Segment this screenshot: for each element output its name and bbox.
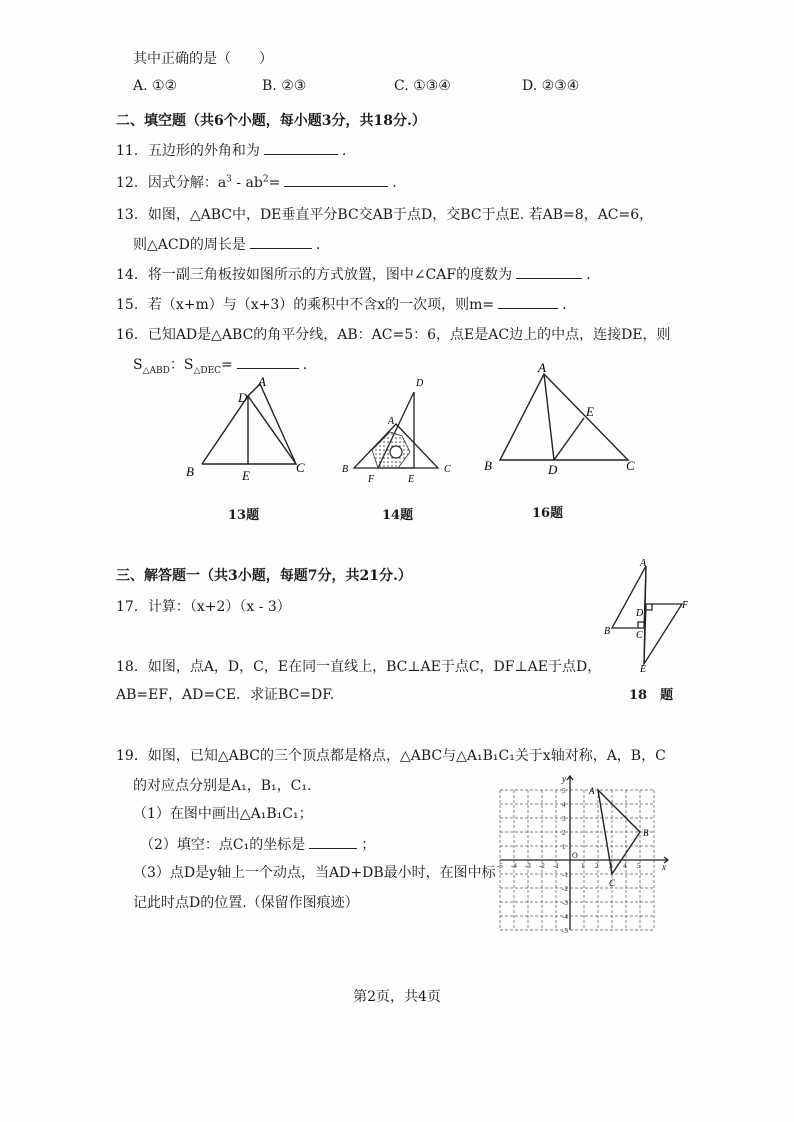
q18-line2: AB=EF，AD=CE．求证BC=DF. [116, 687, 335, 703]
q15-text: 15．若（x+m）与（x+3）的乘积中不含x的一次项，则m= . [116, 294, 567, 314]
q12-mid: - ab [231, 175, 263, 191]
q10-question-tail: 其中正确的是（ ） [133, 51, 273, 67]
fig14-label-e: E [408, 474, 415, 485]
q19-part3-line2: 记此时点D的位置.（保留作图痕迹） [133, 895, 359, 911]
q16-s1: S [133, 357, 143, 373]
fig16-label-e: E [586, 404, 594, 419]
fig16-label-b: B [484, 458, 492, 473]
fig19-label-x: x [662, 862, 666, 872]
fig18-label-d: D [636, 608, 644, 619]
q14-answer-blank[interactable] [516, 264, 582, 279]
q19-line2: 的对应点分别是A₁，B₁，C₁. [133, 778, 312, 794]
q18-line1: 18．如图，点A，D，C，E在同一直线上，BC⊥AE于点C，DF⊥AE于点D， [116, 659, 602, 675]
q11-answer-blank[interactable] [264, 140, 338, 155]
q19-part2 [140, 834, 375, 854]
q13-answer-blank[interactable] [250, 234, 312, 249]
fig19-label-c: C [609, 878, 616, 888]
q16-sub2: △DEC [193, 365, 222, 376]
fig16-label-d: D [548, 462, 558, 477]
q13-line1: 13．如图，△ABC中，DE垂直平分BC交AB于点D，交BC于点E. 若AB=8，AC=6， [116, 207, 654, 223]
q14-label: 14．将一副三角板按如图所示的方式放置，图中∠CAF的度数为 [116, 267, 513, 283]
q15-label: 15．若（x+m）与（x+3）的乘积中不含x的一次项，则m= [116, 297, 495, 313]
fig14-label-b: B [342, 464, 349, 475]
x-tick-label: -1 [553, 862, 559, 870]
q16-sub1: △ABD [142, 365, 170, 376]
y-tick-label: -4 [562, 913, 568, 921]
x-tick-label: -3 [525, 862, 531, 870]
x-tick-label: 1 [581, 862, 585, 870]
q17-text: 17．计算：（x+2）（x - 3） [116, 599, 291, 615]
q12-answer-blank[interactable] [284, 172, 388, 187]
y-tick-label: 2 [562, 829, 566, 837]
q19-part2-label: （2）填空：点C₁的坐标是 [140, 837, 306, 853]
fig14-label-f: F [368, 474, 375, 485]
section2-title: 二、填空题（共6个小题，每小题3分，共18分.） [116, 113, 426, 129]
y-tick-label: -2 [562, 885, 568, 893]
fig14-caption: 14题 [382, 508, 414, 523]
fig14-label-c: C [444, 464, 451, 475]
y-tick-label: 5 [562, 787, 566, 795]
figure-16 [480, 362, 640, 477]
q16-line1: 16．已知AD是△ABC的角平分线，AB：AC=5：6，点E是AC边上的中点，连接DE，则 [116, 327, 671, 343]
y-tick-label: -5 [562, 927, 568, 935]
fig13-label-d: D [238, 390, 248, 405]
fig13-label-e: E [242, 468, 250, 483]
q16-line2: $S_{\triangle ABD}$：$S_{\triangle DEC}=$ . [133, 354, 307, 376]
fig19-label-a: A [589, 786, 595, 796]
q19-part2-end: ； [361, 837, 376, 853]
q10-option-b: B. ②③ [262, 78, 307, 94]
q16-answer-blank[interactable] [237, 354, 299, 369]
q16-s2: ：S [169, 357, 194, 373]
q16-eq: = [221, 357, 233, 373]
q19-part1: （1）在图中画出△A₁B₁C₁； [133, 806, 313, 822]
fig18-label-f: F [682, 600, 689, 611]
y-tick-label: 1 [562, 843, 566, 851]
section3-title: 三、解答题一（共3小题，每题7分，共21分.） [116, 568, 412, 584]
q15-answer-blank[interactable] [498, 294, 558, 309]
fig18-label-e: E [640, 664, 647, 674]
x-tick-label: 3 [609, 862, 613, 870]
fig16-label-c: C [626, 458, 635, 473]
x-tick-label: 2 [595, 862, 599, 870]
fig13-label-a: A [258, 374, 266, 389]
x-tick-label: -2 [539, 862, 545, 870]
q10-option-a: A. ①② [133, 78, 178, 94]
figure-14 [338, 372, 458, 487]
q12-prefix: 12．因式分解：a [116, 175, 227, 191]
q10-option-d: D. ②③④ [522, 78, 580, 94]
fig13-caption: 13题 [228, 508, 260, 523]
q10-option-c: C. ①③④ [394, 78, 451, 94]
fig18-label-c: C [636, 630, 643, 641]
q11-label: 11．五边形的外角和为 [116, 143, 260, 159]
fig19-label-o: O [572, 851, 578, 860]
q12-suffix: = [268, 175, 281, 191]
x-tick-label: -5 [497, 862, 503, 870]
y-tick-label: 3 [562, 815, 566, 823]
fig14-label-a: A [388, 416, 395, 427]
fig14-label-d: D [416, 378, 424, 389]
x-tick-label: 5 [637, 862, 641, 870]
fig13-label-c: C [296, 460, 305, 475]
q13-line2: 则△ACD的周长是 . [133, 234, 320, 254]
fig13-label-b: B [186, 464, 194, 479]
q19-part3-line1: （3）点D是y轴上一个动点，当AD+DB最小时，在图中标 [133, 865, 496, 881]
q11-text: 11．五边形的外角和为 . [116, 140, 346, 160]
y-tick-label: -1 [562, 871, 568, 879]
figure-18 [598, 556, 694, 674]
fig16-caption: 16题 [532, 506, 564, 521]
q12-text: 12．因式分解：$a^3 - ab^2=$ . [116, 172, 397, 192]
fig19-label-b: B [643, 828, 649, 838]
q14-text: 14．将一副三角板按如图所示的方式放置，图中∠CAF的度数为 . [116, 264, 591, 284]
y-tick-label: 4 [562, 801, 566, 809]
x-tick-label: 4 [623, 862, 627, 870]
fig18-label-a: A [640, 558, 647, 569]
figure-13 [180, 372, 320, 487]
fig16-label-a: A [538, 362, 546, 375]
q13-label: 则△ACD的周长是 [133, 237, 246, 253]
fig18-label-b: B [604, 626, 611, 637]
fig19-label-y: y [562, 774, 566, 784]
y-tick-label: -3 [562, 899, 568, 907]
q19-c1-answer-blank[interactable] [309, 834, 357, 849]
page-footer: 第2页，共4页 [353, 989, 441, 1005]
q19-line1: 19．如图，已知△ABC的三个顶点都是格点，△ABC与△A₁B₁C₁关于x轴对称，A，B，C [116, 748, 666, 764]
x-tick-label: -4 [511, 862, 517, 870]
fig18-caption: 18 题 [629, 688, 674, 703]
figure-19-grid [496, 770, 676, 935]
